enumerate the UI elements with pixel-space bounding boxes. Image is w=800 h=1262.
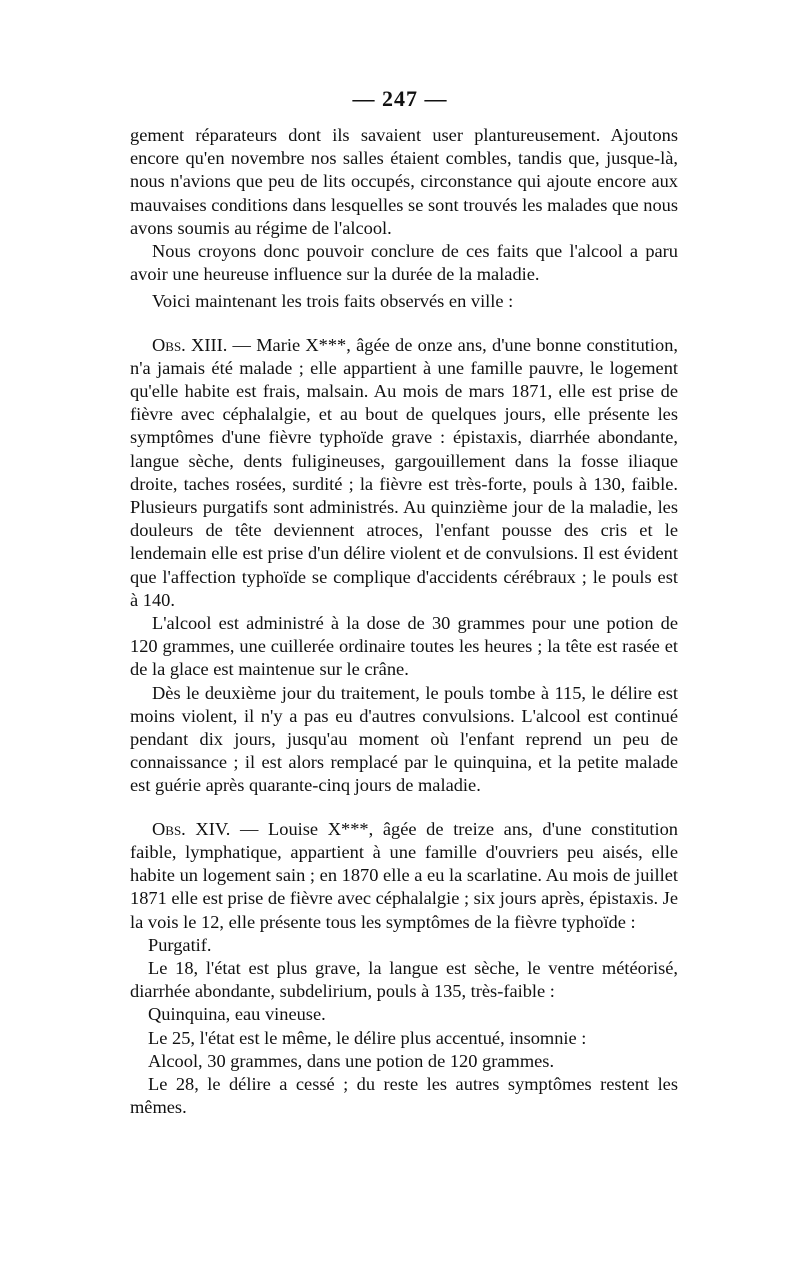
observation-13-text: — Marie X***, âgée de onze ans, d'une bonne constitution, n'a jamais été malade ; elle appartient à une famille pauvre, le logement qu'elle habite est frais, malsain. Au mois de mars 1871, elle est prise de fièvre avec céphalalgie, et au bout de quelques jours, elle présente les symptômes d'une fièvre typhoïde grave : épistaxis, diarrhée abondante, langue sèche, dents fuligineuses, gargouillement dans la fosse iliaque droite, taches rosées, surdité ; la fièvre est très-forte, pouls à 130, faible. Plusieurs purgatifs sont administrés. Au quinzième jour de la maladie, les douleurs de tête deviennent atroces, l'enfant pousse des cris et le lendemain elle est prise d'un délire violent et de convulsions. Il est évident que l'affection typhoïde se complique d'accidents cérébraux ; le pouls est à 140. — [130, 334, 678, 610]
observation-13 — [130, 334, 678, 612]
body-text — [130, 124, 678, 1119]
paragraph-treatment: L'alcool est administré à la dose de 30 grammes pour une potion de 120 grammes, une cuillerée ordinaire toutes les heures ; la tête est rasée et de la glace est maintenue sur le crâne. — [130, 613, 678, 680]
observation-14 — [130, 818, 678, 934]
treatment-line-6: Le 28, le délire a cessé ; du reste les autres symptômes restent les mêmes. — [130, 1073, 678, 1118]
paragraph-intro-cases: Voici maintenant les trois faits observés en ville : — [152, 291, 514, 312]
treatment-line-4: Le 25, l'état est le même, le délire plus accentué, insomnie : — [148, 1027, 587, 1048]
paragraph-conclusion: Nous croyons donc pouvoir conclure de ces faits que l'alcool a paru avoir une heureuse influence sur la durée de la maladie. — [130, 241, 678, 285]
treatment-line-2: Le 18, l'état est plus grave, la langue est sèche, le ventre météorisé, diarrhée abondante, subdelirium, pouls à 135, très-faible : — [130, 957, 678, 1002]
treatment-line-5: Alcool, 30 grammes, dans une potion de 120 grammes. — [148, 1050, 555, 1071]
observation-14-text: — Louise X***, âgée de treize ans, d'une constitution faible, lymphatique, appartient à une famille d'ouvriers peu aisés, elle habite un logement sain ; en 1870 elle a eu la scarlatine. Au mois de juillet 1871 elle est prise de fièvre avec céphalalgie ; six jours après, épistaxis. Je la vois le 12, elle présente tous les symptômes de la fièvre typhoïde : — [130, 818, 678, 932]
observation-14-label: Obs. XIV. — [152, 818, 231, 839]
treatment-line-3: Quinquina, eau vineuse. — [148, 1004, 326, 1025]
page-number: — 247 — — [352, 86, 448, 111]
observation-13-label: Obs. XIII. — [152, 334, 228, 355]
treatment-line-1: Purgatif. — [148, 934, 212, 955]
paragraph-continuation: gement réparateurs dont ils savaient user plantureusement. Ajoutons encore qu'en novembre nos salles étaient combles, tandis que, jusque-là, nous n'avions que peu de lits occupés, circonstance qui ajoute encore aux mauvaises conditions dans lesquelles se sont trouvés les malades que nous avons soumis au régime de l'alcool. — [130, 125, 678, 238]
paragraph-outcome: Dès le deuxième jour du traitement, le pouls tombe à 115, le délire est moins violent, il n'y a pas eu d'autres convulsions. L'alcool est continué pendant dix jours, jusqu'au moment où l'enfant reprend un peu de connaissance ; il est alors remplacé par le quinquina, et la petite malade est guérie après quarante-cinq jours de maladie. — [130, 682, 678, 796]
